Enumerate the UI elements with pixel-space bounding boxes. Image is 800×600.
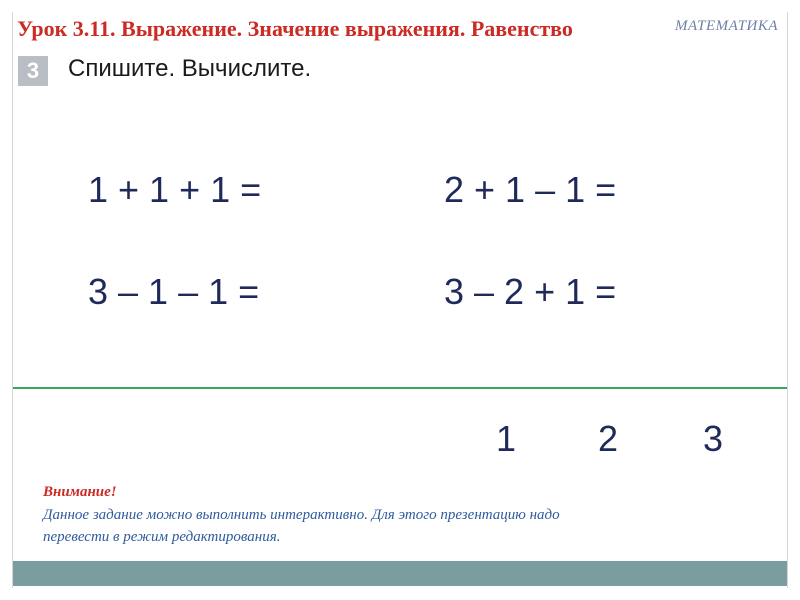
task-number-badge: 3 — [18, 56, 48, 86]
footer-bar — [13, 561, 787, 586]
answer-option-1[interactable]: 1 — [496, 418, 517, 459]
note-heading: Внимание! — [43, 484, 117, 500]
expression-1: 1 + 1 + 1 = — [88, 169, 262, 210]
green-divider — [13, 387, 787, 389]
note-line-2: перевести в режим редактирования. — [43, 529, 281, 545]
lesson-title: Урок 3.11. Выражение. Значение выражения. Равенство — [17, 16, 573, 41]
subject-label: МАТЕМАТИКА — [675, 18, 778, 34]
expression-4: 3 – 2 + 1 = — [444, 271, 617, 312]
answer-option-3[interactable]: 3 — [703, 418, 724, 459]
note-body — [43, 504, 743, 548]
note-line-1: Данное задание можно выполнить интерактивно. Для этого презентацию надо — [43, 507, 560, 523]
task-instruction: Спишите. Вычислите. — [68, 55, 312, 82]
answer-option-2[interactable]: 2 — [598, 418, 619, 459]
expression-2: 2 + 1 – 1 = — [444, 169, 617, 210]
expression-3: 3 – 1 – 1 = — [88, 271, 260, 312]
